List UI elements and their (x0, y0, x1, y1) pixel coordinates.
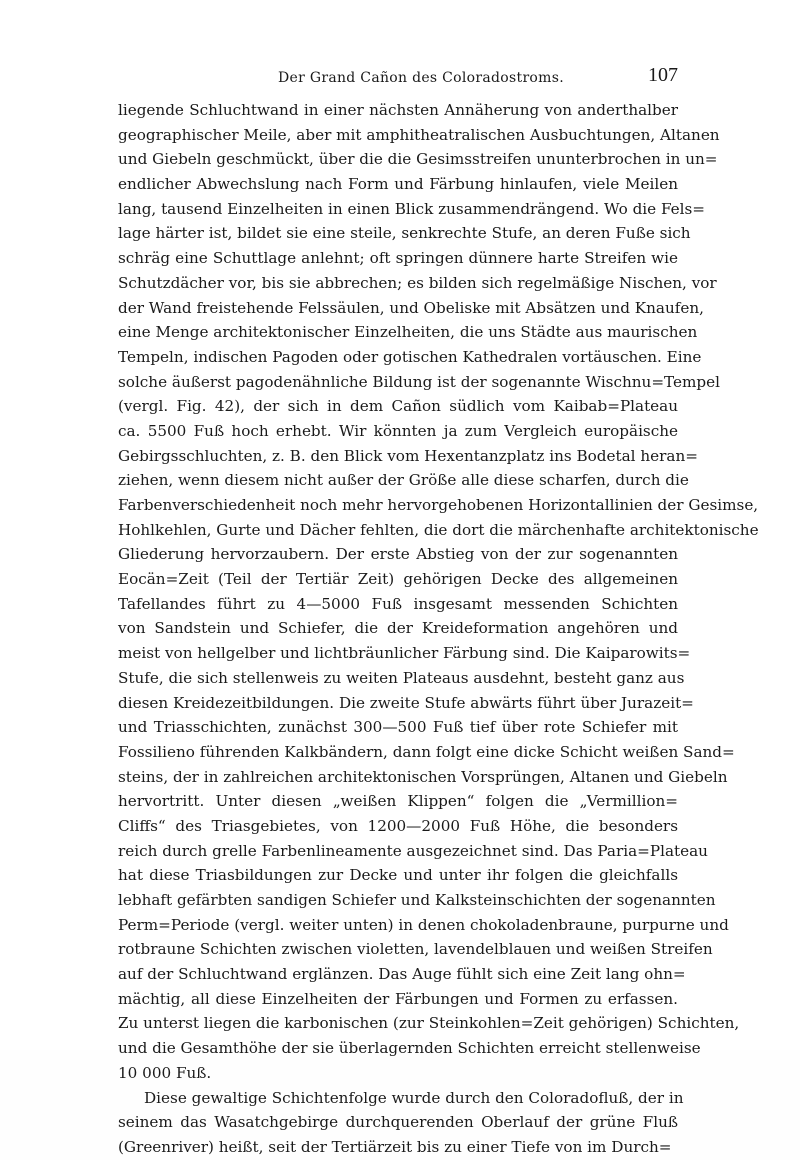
text-line: lage härter ist, bildet sie eine steile, senkrechte Stufe, an deren Fuße sich (118, 224, 691, 243)
text-line: und Giebeln geschmückt, über die die Gesimsstreifen ununterbrochen in un= (118, 150, 718, 169)
text-line: ca. 5500 Fuß hoch erhebt. Wir könnten ja zum Vergleich europäische (118, 421, 678, 440)
text-line: rotbraune Schichten zwischen violetten, lavendelblauen und weißen Streifen (118, 940, 713, 959)
text-line: ziehen, wenn diesem nicht außer der Größe alle diese scharfen, durch die (118, 471, 689, 490)
text-line: mächtig, all diese Einzelheiten der Färbungen und Formen zu erfassen. (118, 989, 678, 1008)
text-line: 10 000 Fuß. (118, 1063, 212, 1082)
page-number: 107 (648, 64, 678, 86)
text-line: Tafellandes führt zu 4—5000 Fuß insgesamt messenden Schichten (118, 594, 678, 613)
running-title: Der Grand Cañon des Coloradostroms. (278, 70, 564, 86)
text-line: der Wand freistehende Felssäulen, und Obeliske mit Absätzen und Knaufen, (118, 298, 704, 317)
text-line: seinem das Wasatchgebirge durchquerenden Oberlauf der grüne Fluß (118, 1113, 678, 1132)
running-header (118, 64, 678, 96)
text-line: hervortritt. Unter diesen „weißen Klippen“ folgen die „Vermillion= (118, 792, 678, 811)
text-line: lang, tausend Einzelheiten in einen Blick zusammendrängend. Wo die Fels= (118, 199, 706, 218)
text-line: Diese gewaltige Schichtenfolge wurde durch den Coloradofluß, der in (144, 1088, 684, 1107)
text-line: Eocän=Zeit (Teil der Tertiär Zeit) gehörigen Decke des allgemeinen (118, 570, 678, 589)
text-line: steins, der in zahlreichen architektonischen Vorsprüngen, Altanen und Giebeln (118, 767, 728, 786)
text-line: (vergl. Fig. 42), der sich in dem Cañon südlich vom Kaibab=Plateau (118, 397, 678, 416)
text-line: Perm=Periode (vergl. weiter unten) in denen chokoladenbraune, purpurne und (118, 915, 729, 934)
paragraph (118, 1086, 684, 1160)
text-line: Tempeln, indischen Pagoden oder gotischen Kathedralen vortäuschen. Eine (118, 347, 702, 366)
text-line: lebhaft gefärbten sandigen Schiefer und Kalksteinschichten der sogenannten (118, 891, 716, 909)
text-line: auf der Schluchtwand erglänzen. Das Auge fühlt sich eine Zeit lang ohn= (118, 965, 686, 984)
text-line: und die Gesamthöhe der sie überlagernden Schichten erreicht stellenweise (118, 1039, 701, 1058)
text-line: solche äußerst pagodenähnliche Bildung ist der sogenannte Wischnu=Tempel (118, 372, 720, 391)
text-line: Cliffs“ des Triasgebietes, von 1200—2000 Fuß Höhe, die besonders (118, 816, 678, 835)
text-line: von Sandstein und Schiefer, die der Kreideformation angehören und (118, 619, 678, 638)
text-line: meist von hellgelber und lichtbräunlicher Färbung sind. Die Kaiparowits= (118, 644, 691, 663)
text-line: liegende Schluchtwand in einer nächsten Annäherung von anderthalber (118, 101, 678, 119)
text-line: Zu unterst liegen die karbonischen (zur Steinkohlen=Zeit gehörigen) Schichten, (118, 1014, 740, 1033)
text-line: Fossilieno führenden Kalkbändern, dann folgt eine dicke Schicht weißen Sand= (118, 742, 735, 761)
text-line: diesen Kreidezeitbildungen. Die zweite Stufe abwärts führt über Jurazeit= (118, 693, 694, 712)
text-line: und Triasschichten, zunächst 300—500 Fuß tief über rote Schiefer mit (118, 718, 678, 737)
body-text (118, 98, 759, 1160)
text-line: Schutzdächer vor, bis sie abbrechen; es bilden sich regelmäßige Nischen, vor (118, 273, 717, 292)
text-line: geographischer Meile, aber mit amphitheatralischen Ausbuchtungen, Altanen (118, 125, 720, 144)
text-line: Hohlkehlen, Gurte und Dächer fehlten, die dort die märchenhafte architektonische (118, 520, 759, 539)
text-line: reich durch grelle Farbenlineamente ausgezeichnet sind. Das Paria=Plateau (118, 841, 708, 860)
text-line: Stufe, die sich stellenweis zu weiten Plateaus ausdehnt, besteht ganz aus (118, 668, 685, 687)
text-line: Farbenverschiedenheit noch mehr hervorgehobenen Horizontallinien der Gesimse, (118, 496, 759, 514)
text-line: Gliederung hervorzaubern. Der erste Abstieg von der zur sogenannten (118, 545, 678, 564)
text-line: eine Menge architektonischer Einzelheiten, die uns Städte aus maurischen (118, 323, 698, 342)
text-line: Gebirgsschluchten, z. B. den Blick vom Hexentanzplatz ins Bodetal heran= (118, 446, 698, 465)
text-line: hat diese Triasbildungen zur Decke und unter ihr folgen die gleichfalls (118, 866, 678, 885)
paragraph (118, 98, 759, 1086)
text-line: (Greenriver) heißt, seit der Tertiärzeit bis zu einer Tiefe von im Durch= (118, 1137, 672, 1156)
text-line: schräg eine Schuttlage anlehnt; oft springen dünnere harte Streifen wie (118, 249, 678, 268)
text-line: endlicher Abwechslung nach Form und Färbung hinlaufen, viele Meilen (118, 175, 678, 194)
